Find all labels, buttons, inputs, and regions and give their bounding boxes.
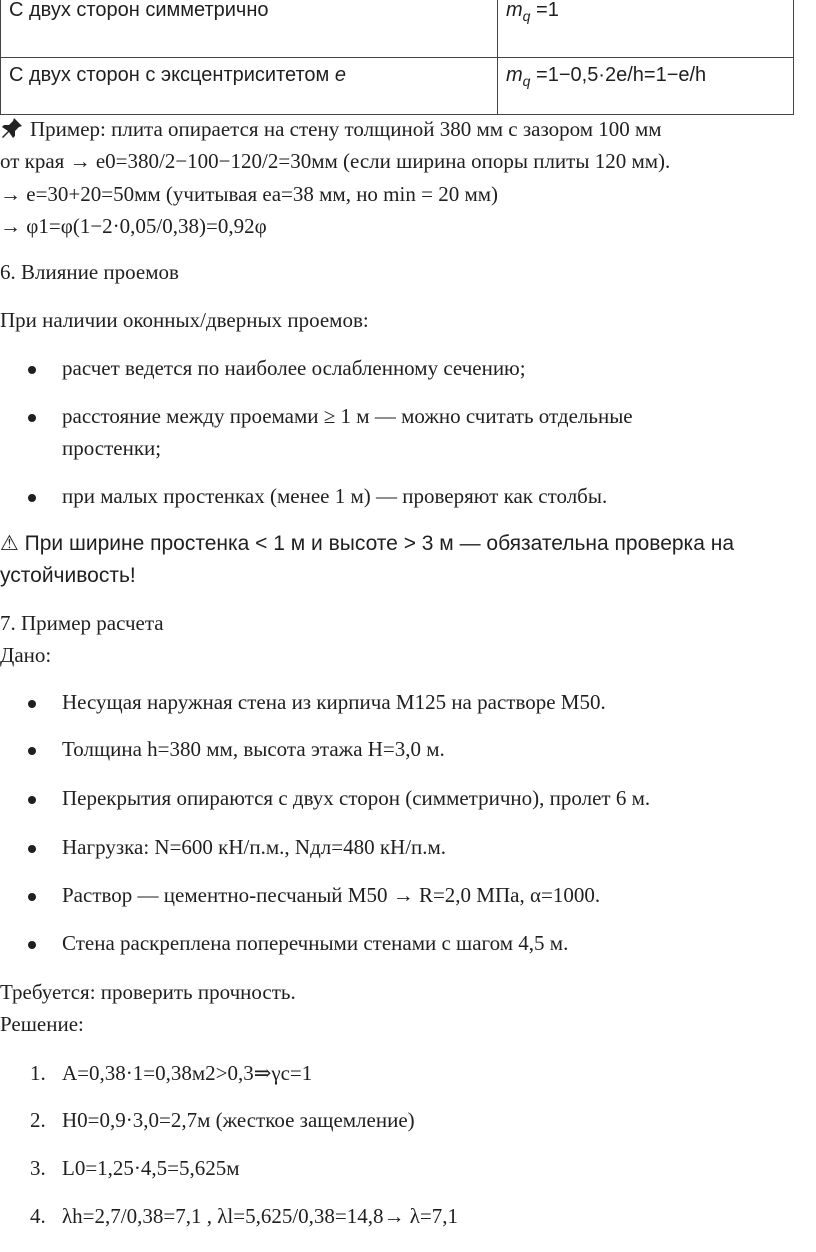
list-item: Стена раскреплена поперечными стенами с шагом 4,5 м. bbox=[62, 931, 569, 955]
bullet-dot bbox=[28, 893, 36, 901]
bullet-dot bbox=[28, 845, 36, 853]
list-item: при малых простенках (менее 1 м) — проверяют как столбы. bbox=[62, 484, 608, 508]
step-number: 3. bbox=[30, 1156, 46, 1180]
solution-step: λh=2,7/0,38=7,1 , λl=5,625/0,38=14,8→ λ=7,1 bbox=[62, 1204, 459, 1228]
list-item: Нагрузка: N=600 кН/п.м., Nдл=480 кН/п.м. bbox=[62, 835, 447, 859]
solution-step: H0=0,9·3,0=2,7м (жесткое защемление) bbox=[62, 1108, 415, 1132]
section-6-intro: При наличии оконных/дверных проемов: bbox=[0, 308, 369, 332]
bullet-dot bbox=[28, 941, 36, 949]
table-row bbox=[1, 58, 794, 115]
table-row bbox=[1, 0, 794, 58]
solution-step: L0=1,25·4,5=5,625м bbox=[62, 1156, 240, 1180]
warning-line-1: ⚠ При ширине простенка < 1 м и высоте > 3 м — обязательна проверка на bbox=[0, 532, 734, 555]
bullet-dot bbox=[28, 366, 36, 374]
table-cell: С двух сторон с эксцентриситетом e bbox=[1, 58, 498, 115]
step-number: 4. bbox=[30, 1204, 46, 1228]
step-number: 2. bbox=[30, 1108, 46, 1132]
bullet-dot bbox=[28, 747, 36, 755]
section-7-heading: 7. Пример расчета bbox=[0, 611, 164, 635]
example-line-1: Пример: плита опирается на стену толщиной 380 мм с зазором 100 мм bbox=[0, 115, 662, 143]
list-item: расстояние между проемами ≥ 1 м — можно считать отдельные bbox=[62, 404, 633, 428]
given-label: Дано: bbox=[0, 643, 52, 667]
bullet-dot bbox=[28, 494, 36, 502]
example-line-3: → e=30+20=50мм (учитывая ea=38 мм, но min = 20 мм) bbox=[0, 182, 499, 206]
table-cell: С двух сторон симметрично bbox=[1, 0, 498, 58]
list-item: Толщина h=380 мм, высота этажа H=3,0 м. bbox=[62, 737, 445, 761]
bullet-dot bbox=[28, 414, 36, 422]
bullet-dot bbox=[28, 796, 36, 804]
bullet-dot bbox=[28, 700, 36, 708]
required-text: Требуется: проверить прочность. bbox=[0, 980, 296, 1004]
solution-step: A=0,38·1=0,38м2>0,3⇒γc=1 bbox=[62, 1061, 313, 1085]
list-item: Несущая наружная стена из кирпича М125 на растворе М50. bbox=[62, 690, 606, 714]
example-line-2: от края → e0=380/2−100−120/2=30мм (если ширина опоры плиты 120 мм). bbox=[0, 149, 671, 173]
step-number: 1. bbox=[30, 1061, 46, 1085]
list-item: расчет ведется по наиболее ослабленному сечению; bbox=[62, 356, 526, 380]
example-line-4: → φ1=φ(1−2·0,05/0,38)=0,92φ bbox=[0, 214, 267, 238]
pushpin-icon bbox=[0, 116, 24, 140]
list-item: Раствор — цементно-песчаный М50 → R=2,0 МПа, α=1000. bbox=[62, 883, 601, 907]
section-6-heading: 6. Влияние проемов bbox=[0, 260, 179, 284]
warning-line-2: устойчивость! bbox=[0, 564, 136, 587]
list-item-continuation: простенки; bbox=[62, 436, 162, 460]
table-cell: $m_q =1-0,5\cdot 2e/h=1-e/h$ bbox=[498, 58, 794, 115]
moment-coefficient-table bbox=[0, 0, 794, 115]
solution-label: Решение: bbox=[0, 1012, 84, 1036]
table-cell: $m_q =1$ bbox=[498, 0, 794, 58]
list-item: Перекрытия опираются с двух сторон (симметрично), пролет 6 м. bbox=[62, 786, 651, 810]
